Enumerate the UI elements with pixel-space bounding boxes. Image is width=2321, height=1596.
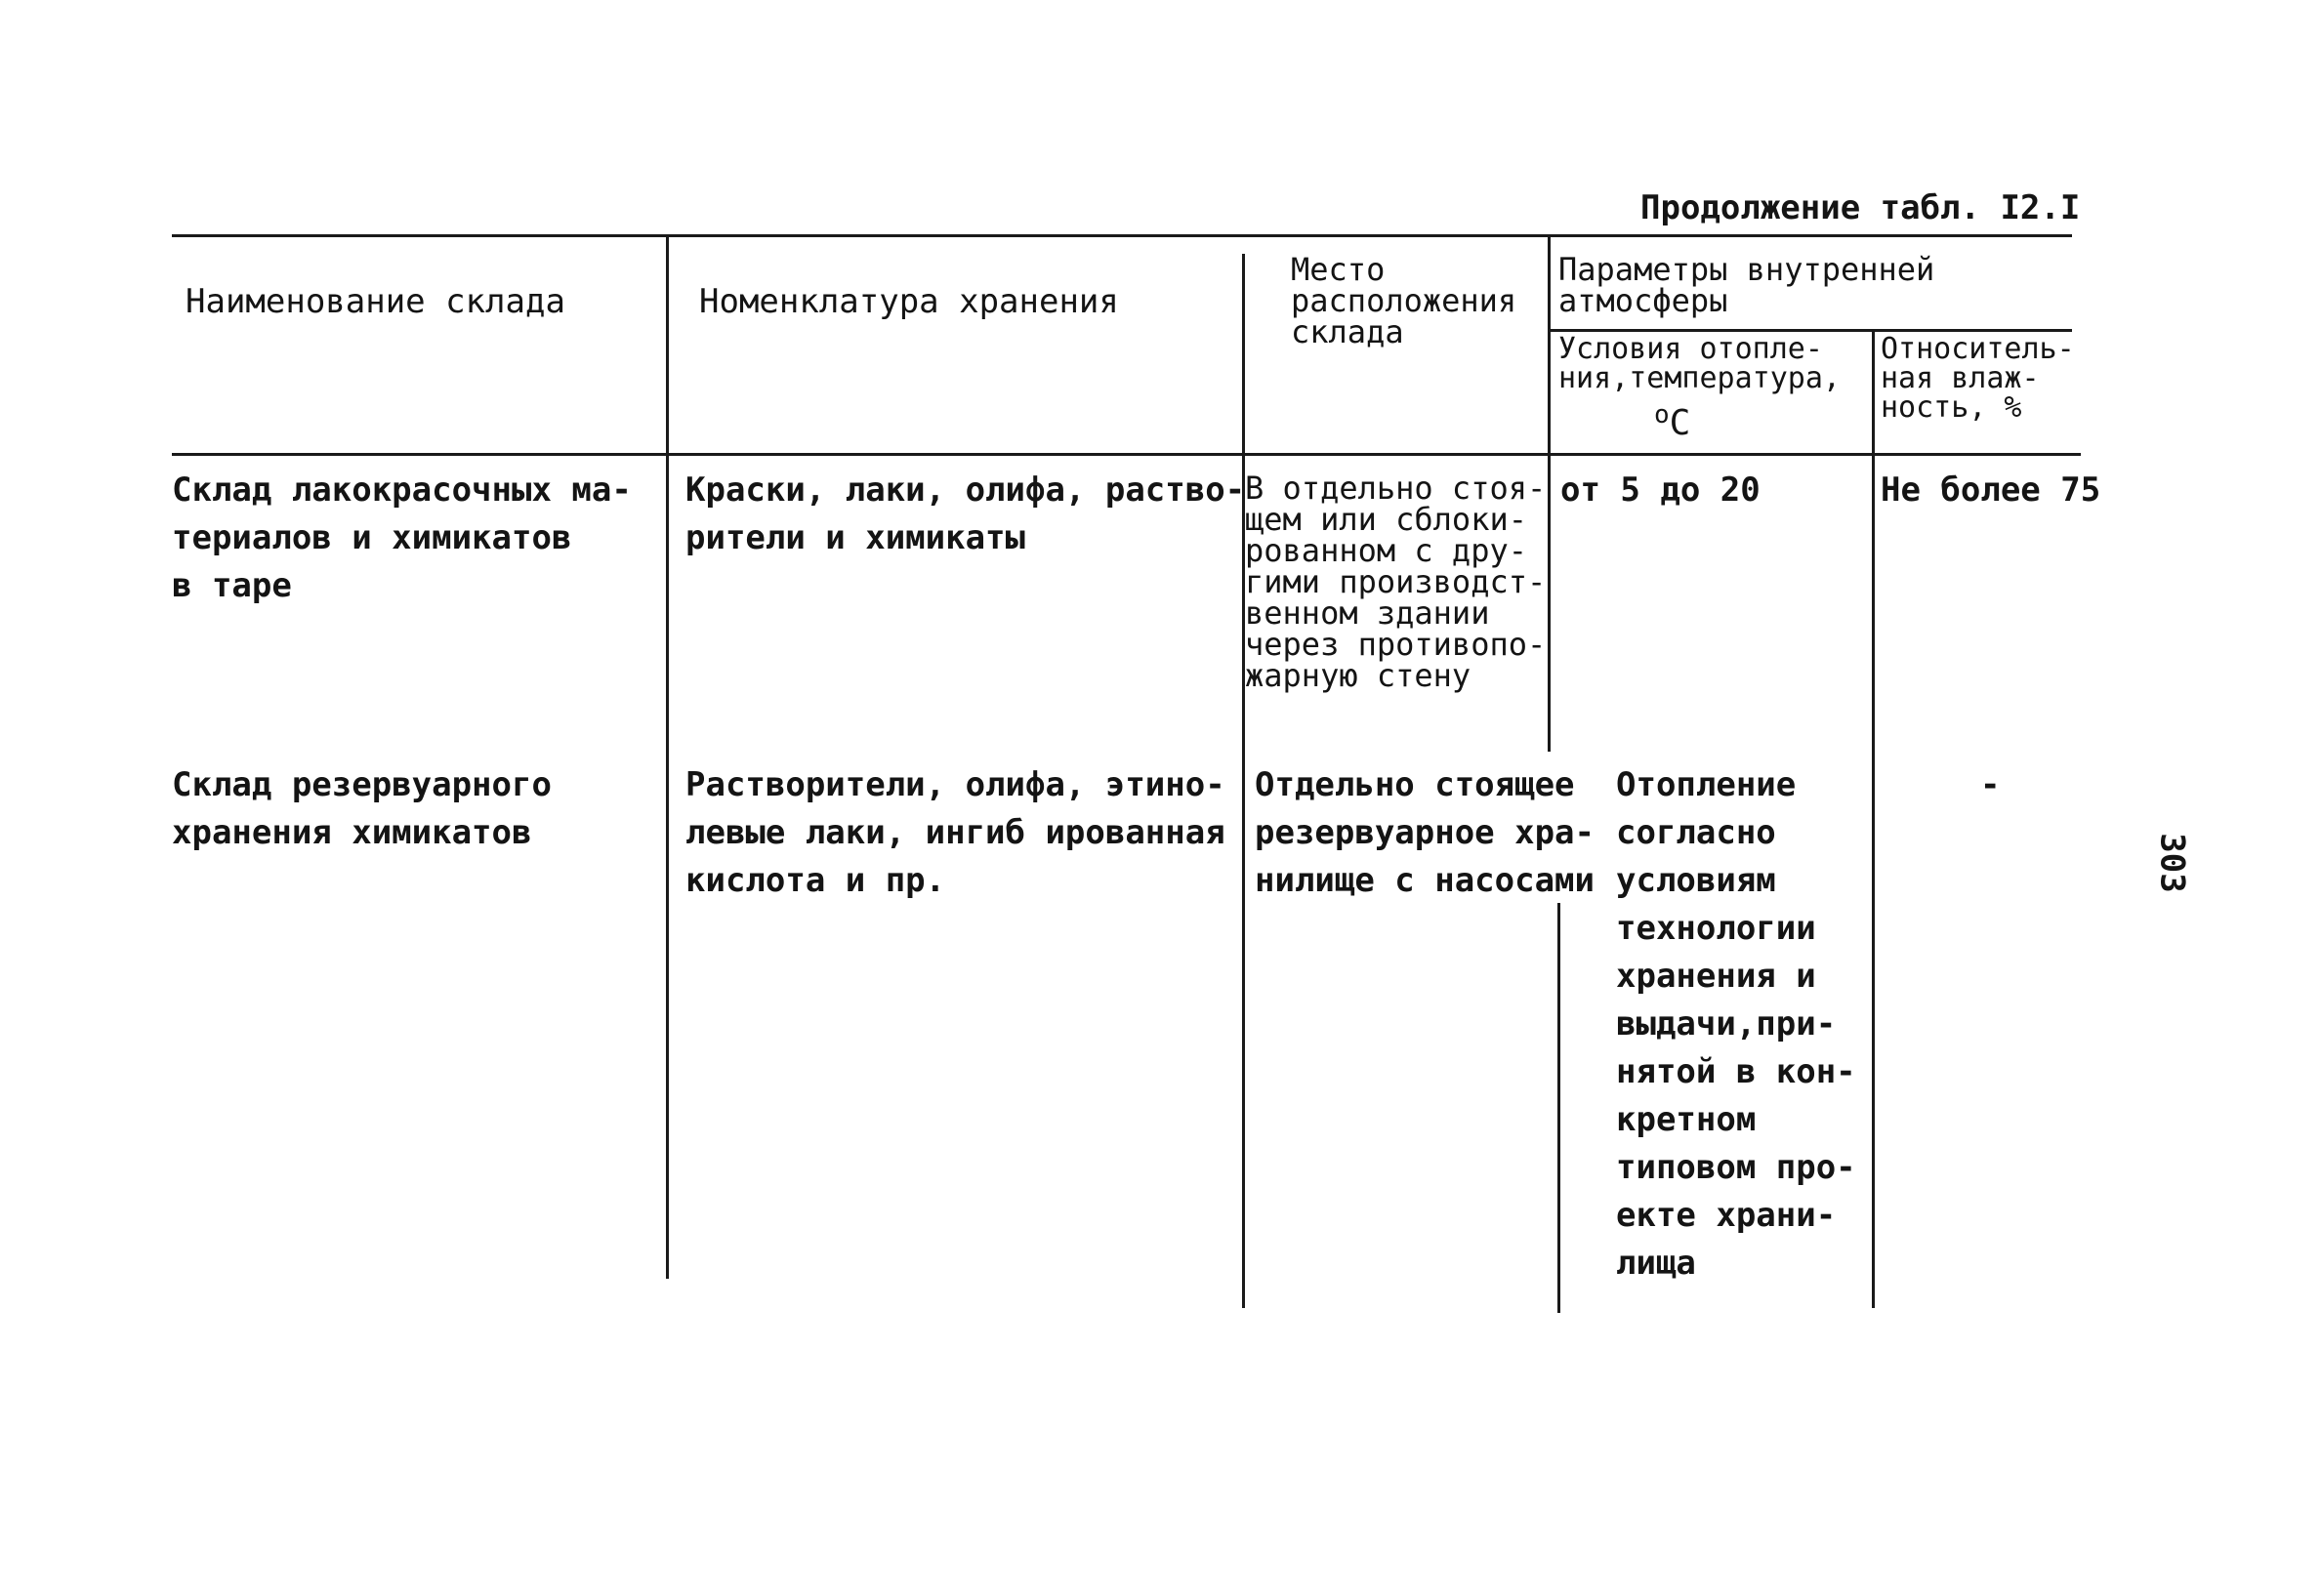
column-divider-1 xyxy=(666,234,669,1279)
header-warehouse-location: Место расположения склада xyxy=(1291,251,1517,350)
row-2-heating-conditions: Отопление согласно условиям технологии хранения и выдачи,при- нятой в кон- кретном типовом про- екте храни- лища xyxy=(1616,765,1856,1283)
column-divider-3-lower xyxy=(1557,903,1560,1313)
header-heating-temperature: Условия отопле- ния,температура, xyxy=(1558,332,1841,395)
header-warehouse-name: Наименование склада xyxy=(186,282,565,321)
header-internal-atmosphere-parameters: Параметры внутренней атмосферы xyxy=(1558,251,1935,319)
table-continuation-caption: Продолжение табл. I2.I xyxy=(1640,188,2081,227)
row-1-humidity: Не более 75 xyxy=(1881,471,2101,510)
row-1-warehouse-name: Склад лакокрасочных ма- териалов и химикатов в таре xyxy=(172,471,632,605)
column-divider-4 xyxy=(1872,332,1875,1308)
header-storage-nomenclature: Номенклатура хранения xyxy=(699,282,1119,321)
row-2-warehouse-name: Склад резервуарного хранения химикатов xyxy=(172,765,552,852)
column-divider-2 xyxy=(1242,254,1245,1308)
table-top-rule xyxy=(172,234,2072,237)
column-divider-3-upper xyxy=(1548,234,1551,752)
row-2-warehouse-location: Отдельно стоящее резервуарное хра- нилище с насосами xyxy=(1255,765,1595,900)
row-1-storage-nomenclature: Краски, лаки, олифа, раство- рители и химикаты xyxy=(685,471,1246,557)
header-bottom-rule xyxy=(172,453,2081,456)
page-number: 303 xyxy=(2152,833,2192,893)
header-temperature-unit: $^o$C xyxy=(1654,400,1691,443)
row-2-storage-nomenclature: Растворители, олифа, этино- левые лаки, ингиб ированная кислота и пр. xyxy=(685,765,1225,900)
row-1-temperature: от 5 до 20 xyxy=(1560,471,1761,510)
row-1-warehouse-location: В отдельно стоя- щем или сблоки- рованном с дру- гими производст- венном здании через противопо- жарную стену xyxy=(1245,470,1547,694)
row-2-humidity: - xyxy=(1980,765,2001,804)
header-relative-humidity: Относитель- ная влаж- ность, % xyxy=(1881,332,2075,425)
